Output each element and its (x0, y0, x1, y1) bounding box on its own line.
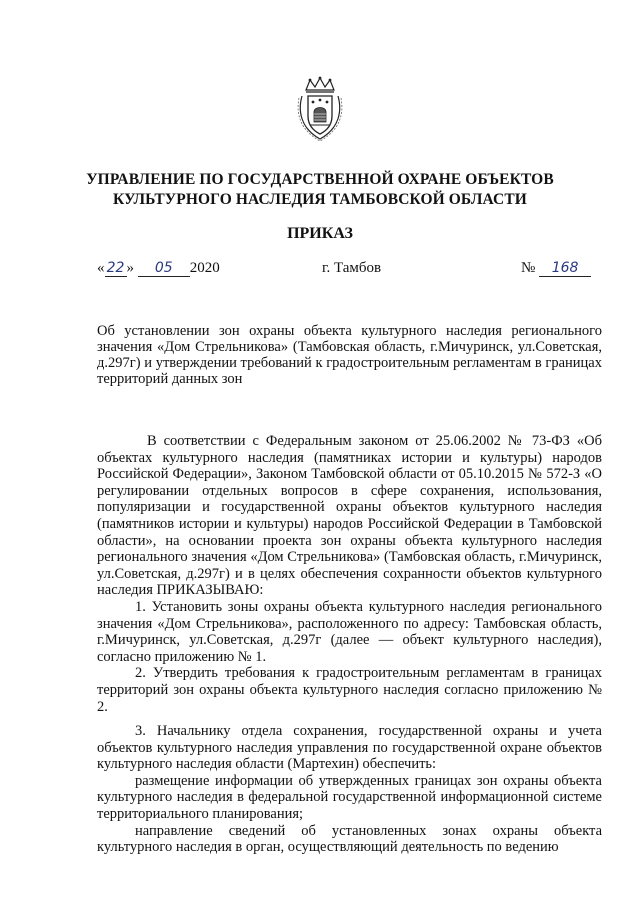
date-year: 2020 (189, 260, 220, 276)
item-3-paragraph: 3. Начальнику отдела сохранения, государственной охраны и учета объектов культурного наследия управления по государственной охране объектов культурного наследия области (Мартехин) обеспечить: (97, 723, 602, 773)
item-3a-paragraph: размещение информации об утвержденных границах зон охраны объекта культурного наследия в федеральной государственной информационной системе территориального планирования; (97, 772, 602, 823)
number-sign: № (521, 260, 536, 276)
item-1-paragraph: 1. Установить зоны охраны объекта культурного наследия регионального значения «Дом Стрельникова», расположенного по адресу: Тамбовская область, г.Мичуринск, ул.Советская, д.297г (далее — объект культурного наследия), согласно приложению № 1. (97, 598, 602, 665)
document-body (97, 433, 602, 856)
document-city: г. Тамбов (322, 260, 382, 276)
date-number-line (97, 260, 597, 280)
item-3b-paragraph: направление сведений об установленных зонах охраны объекта культурного наследия в орган, осуществляющий деятельность по ведению (97, 822, 602, 856)
date-quote-close: » (126, 260, 134, 276)
item-2-paragraph: 2. Утвердить требования к градостроительным регламентам в границах территорий зон охраны объекта культурного наследия согласно приложению № 2. (97, 665, 602, 715)
date-day: 22 (105, 260, 127, 277)
org-title-line-1: УПРАВЛЕНИЕ ПО ГОСУДАРСТВЕННОЙ ОХРАНЕ ОБЪЕКТОВ (86, 171, 554, 188)
document-date (97, 260, 220, 277)
document-subject: Об установлении зон охраны объекта культурного наследия регионального значения «Дом Стрельникова» (Тамбовская область, г.Мичуринск, ул.Советская, д.297г) и утверждении требований к градостроительным регламентам в границах территорий данных зон (97, 323, 602, 387)
org-title-line-2: КУЛЬТУРНОГО НАСЛЕДИЯ ТАМБОВСКОЙ ОБЛАСТИ (113, 191, 527, 208)
number-value: 168 (539, 260, 591, 277)
document-type: ПРИКАЗ (287, 225, 353, 242)
date-quote-open: « (97, 260, 105, 276)
organization-title (70, 170, 570, 210)
document-number (521, 260, 591, 277)
date-month: 05 (138, 260, 190, 277)
tambov-coat-of-arms-icon (296, 76, 344, 142)
preamble-paragraph: В соответствии с Федеральным законом от 25.06.2002 № 73-ФЗ «Об объектах культурного наследия (памятниках истории и культуры) народов Российской Федерации», Законом Тамбовской области от 05.10.2015 № 572-З «О регулировании отдельных вопросов в сфере сохранения, использования, популяризации и государственной охраны объектов культурного наследия (памятников истории и культуры) народов Российской Федерации в Тамбовской области», на основании проекта зон охраны объекта культурного наследия регионального значения «Дом Стрельникова» (Тамбовская область, г.Мичуринск, ул.Советская, д.297г) и в целях обеспечения сохранности объектов культурного наследия ПРИКАЗЫВАЮ: (97, 433, 602, 599)
